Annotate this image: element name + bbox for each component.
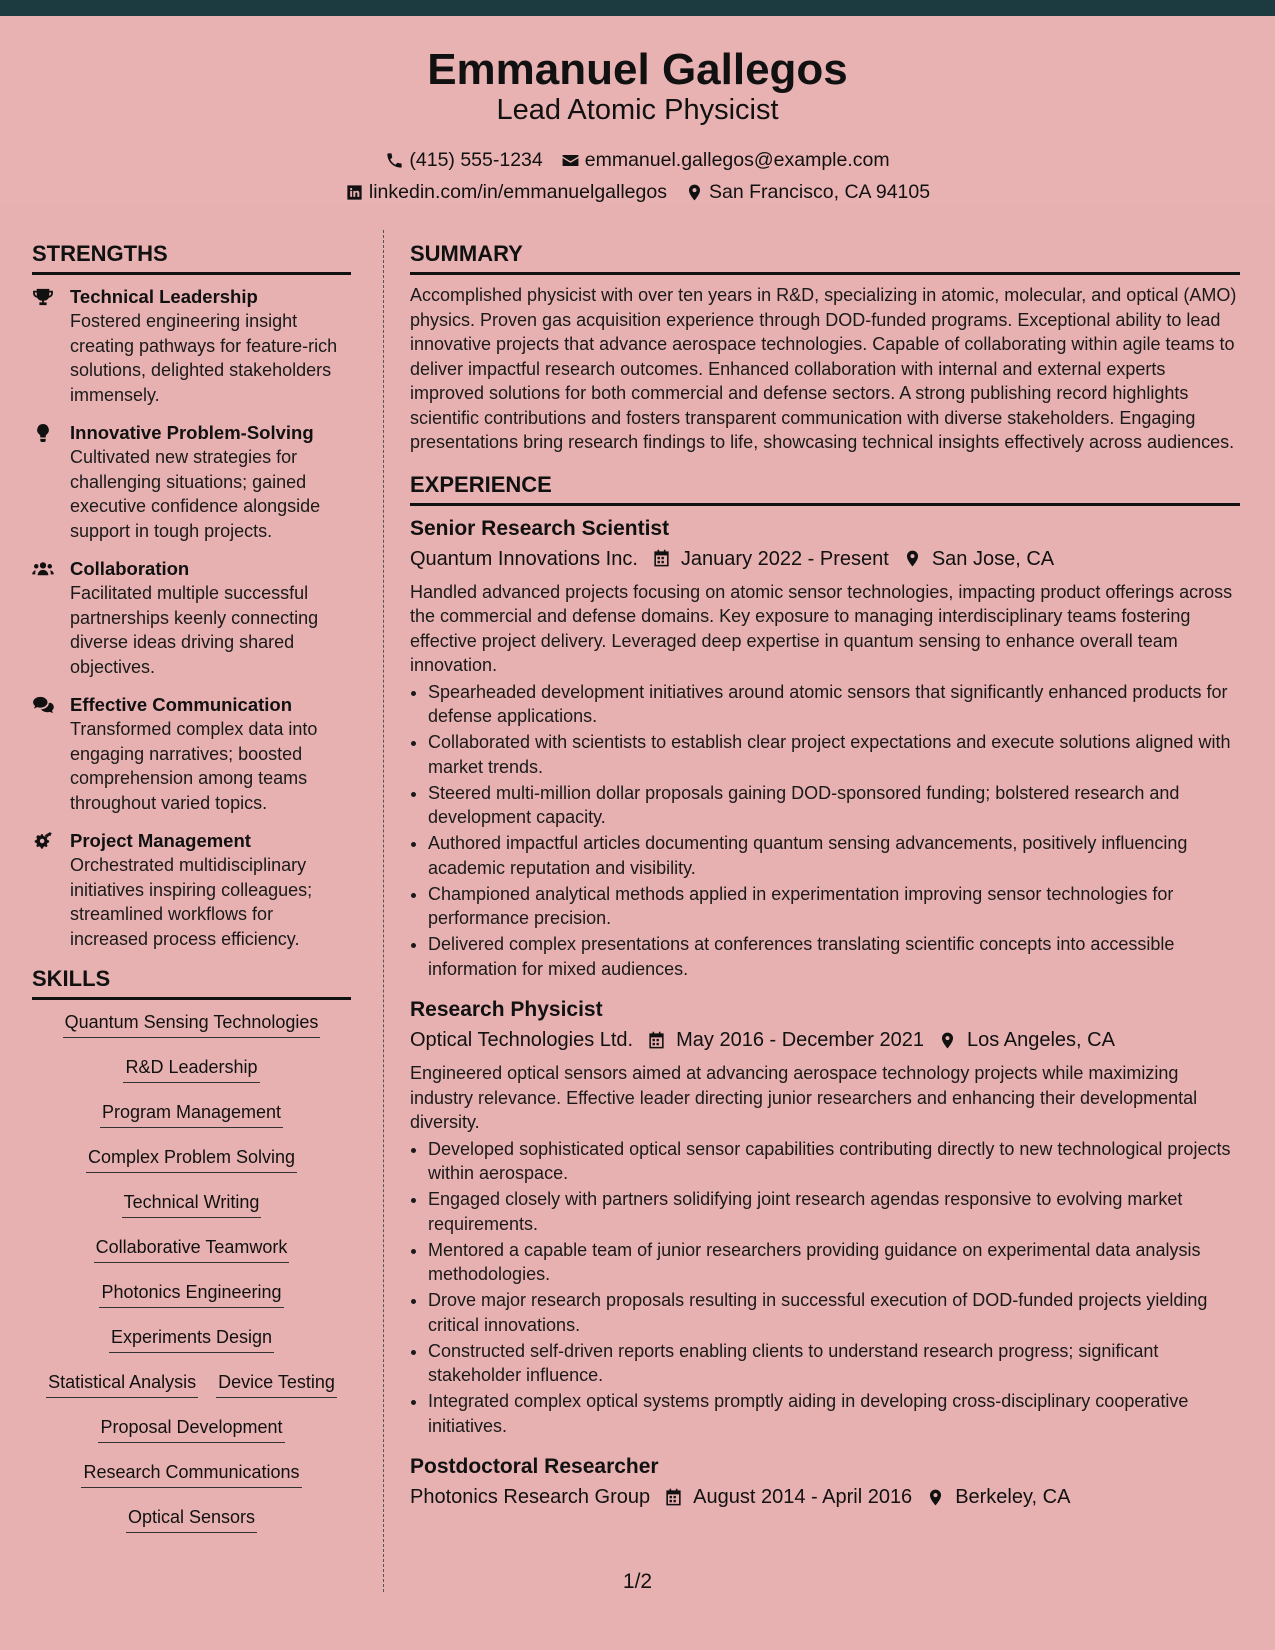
strength-item: [32, 285, 351, 407]
phone-contact: [385, 148, 542, 172]
gears-icon: [32, 832, 54, 850]
list-item: • Authored impactful articles documenting quantum sensing advancements, positively influencing academic reputation and visibility.: [428, 831, 1240, 880]
job-dates: January 2022 - Present: [680, 547, 889, 570]
job-meta: [410, 544, 1240, 574]
linkedin-text[interactable]: linkedin.com/in/emmanuelgallegos: [368, 181, 667, 203]
job-company: Photonics Research Group: [410, 1486, 651, 1508]
page-number: 1/2: [622, 1570, 653, 1593]
list-item: • Collaborated with scientists to establish clear project expectations and execute solutions aligned with market trends.: [428, 730, 1240, 779]
skill-tag: Complex Problem Solving: [86, 1145, 297, 1173]
job-dates: May 2016 - December 2021: [676, 1029, 925, 1051]
strength-desc: Facilitated multiple successful partnerships keenly connecting diverse ideas driving shared objectives.: [70, 583, 319, 677]
strength-desc: Cultivated new strategies for challenging situations; gained executive confidence alongside support in tough projects.: [70, 447, 321, 541]
job-entry: [410, 514, 1240, 982]
summary-text: Accomplished physicist with over ten years in R&D, specializing in atomic, molecular, and optical (AMO) physics. Proven gas acquisition experience through DOD-funded programs. Exceptional ability to lead innovative projects that advance aerospace technologies. Capable of collaborating within agile teams to deliver impactful research outcomes. Enhanced collaboration with internal and external experts improved solutions for both commercial and defense sectors. A strong publishing record highlights scientific contributions and fosters transparent communication with diverse stakeholders. Engaging presentations bring research findings to life, showcasing technical insights effectively across audiences.: [410, 285, 1237, 452]
job-title: Senior Research Scientist: [410, 516, 670, 540]
strength-desc: Fostered engineering insight creating pathways for feature-rich solutions, delighted stakeholders immensely.: [70, 311, 338, 405]
job-entry: [410, 1452, 1240, 1512]
linkedin-contact[interactable]: [345, 180, 667, 204]
list-item: • Steered multi-million dollar proposals gaining DOD-sponsored funding; bolstered research and development capacity.: [428, 781, 1240, 830]
strength-title: Project Management: [70, 830, 251, 851]
job-location: Berkeley, CA: [955, 1486, 1071, 1508]
skill-tag: Statistical Analysis: [46, 1370, 198, 1398]
strengths-heading: STRENGTHS: [32, 240, 351, 275]
list-item: • Constructed self-driven reports enabling clients to understand research progress; significant stakeholder influence.: [428, 1339, 1240, 1388]
skill-tag: Collaborative Teamwork: [94, 1235, 290, 1263]
location-text: San Francisco, CA 94105: [708, 181, 931, 203]
strength-title: Effective Communication: [70, 694, 293, 715]
job-title: Research Physicist: [410, 998, 603, 1021]
trophy-icon: [32, 288, 54, 306]
lightbulb-icon: [32, 424, 54, 442]
strength-item: [32, 557, 351, 679]
skill-tag: Optical Sensors: [126, 1505, 257, 1533]
map-pin-icon: [903, 549, 922, 568]
job-location: Los Angeles, CA: [967, 1029, 1115, 1051]
summary-heading: SUMMARY: [410, 240, 1240, 275]
map-pin-icon: [926, 1488, 945, 1507]
users-icon: [32, 560, 54, 578]
resume-header: [0, 16, 1275, 204]
job-location: San Jose, CA: [931, 547, 1055, 570]
contact-row-2: [0, 180, 1275, 204]
job-dates: August 2014 - April 2016: [693, 1486, 913, 1508]
skill-tag: Research Communications: [81, 1460, 301, 1488]
candidate-title: Lead Atomic Physicist: [496, 94, 779, 126]
job-description: Handled advanced projects focusing on atomic sensor technologies, impacting product offerings across the commercial and defense domains. Key exposure to managing interdisciplinary teams fostering effective project delivery. Leveraged deep expertise in quantum sensing to enhance overall team innovation.: [410, 581, 1233, 675]
list-item: • Drove major research proposals resulting in successful execution of DOD-funded projects yielding critical innovations.: [428, 1288, 1240, 1337]
calendar-icon: [664, 1488, 683, 1507]
skill-tag: R&D Leadership: [123, 1055, 259, 1083]
phone-icon: [385, 151, 404, 170]
map-pin-icon: [938, 1031, 957, 1050]
skill-tag: Quantum Sensing Technologies: [63, 1010, 321, 1038]
list-item: • Championed analytical methods applied in experimentation improving sensor technologies for performance precision.: [428, 882, 1240, 931]
skills-heading: SKILLS: [32, 965, 351, 1000]
column-divider: [383, 230, 384, 1592]
phone-text: (415) 555-1234: [409, 149, 543, 171]
strength-title: Innovative Problem-Solving: [70, 422, 314, 443]
strength-item: [32, 693, 351, 815]
job-meta: [410, 1025, 1240, 1055]
job-title: Postdoctoral Researcher: [410, 1455, 659, 1478]
comments-icon: [32, 696, 54, 714]
list-item: • Engaged closely with partners solidifying joint research agendas responsive to evolving market requirements.: [428, 1187, 1240, 1236]
skill-tag: Device Testing: [216, 1370, 337, 1398]
list-item: • Mentored a capable team of junior researchers providing guidance on experimental data analysis methodologies.: [428, 1238, 1240, 1287]
job-bullets: [410, 1137, 1240, 1439]
right-column: [410, 240, 1240, 1526]
job-bullets: [410, 680, 1240, 982]
contact-row-1: [0, 148, 1275, 172]
linkedin-icon: [345, 183, 364, 202]
list-item: • Integrated complex optical systems promptly aiding in developing cross-disciplinary cooperative initiatives.: [428, 1389, 1240, 1438]
skill-tag: Photonics Engineering: [99, 1280, 283, 1308]
skill-tag: Technical Writing: [122, 1190, 262, 1218]
job-entry: [410, 995, 1240, 1438]
left-column: [32, 240, 351, 1550]
candidate-name: Emmanuel Gallegos: [427, 45, 848, 94]
skill-tag: Experiments Design: [109, 1325, 274, 1353]
skill-tag: Program Management: [100, 1100, 283, 1128]
job-meta: [410, 1482, 1240, 1512]
email-contact[interactable]: [561, 148, 890, 172]
strength-title: Collaboration: [70, 558, 190, 579]
email-text[interactable]: emmanuel.gallegos@example.com: [584, 149, 890, 171]
map-pin-icon: [685, 183, 704, 202]
skill-tag: Proposal Development: [98, 1415, 284, 1443]
experience-heading: EXPERIENCE: [410, 471, 1240, 506]
calendar-icon: [652, 549, 671, 568]
list-item: • Delivered complex presentations at conferences translating scientific concepts into accessible information for mixed audiences.: [428, 932, 1240, 981]
strength-desc: Orchestrated multidisciplinary initiatives inspiring colleagues; streamlined workflows for increased process efficiency.: [70, 855, 313, 949]
list-item: • Developed sophisticated optical sensor capabilities contributing directly to new technological projects within aerospace.: [428, 1137, 1240, 1186]
list-item: • Spearheaded development initiatives around atomic sensors that significantly enhanced products for defense applications.: [428, 680, 1240, 729]
job-description: Engineered optical sensors aimed at advancing aerospace technology projects while maximizing industry relevance. Effective leader directing junior researchers and enhancing their developmental diversity.: [410, 1063, 1198, 1132]
job-company: Quantum Innovations Inc.: [410, 547, 638, 570]
strength-title: Technical Leadership: [70, 286, 258, 307]
skills-list: [32, 1010, 351, 1550]
top-accent-bar: [0, 0, 1275, 16]
strength-item: [32, 421, 351, 543]
location-contact: [685, 180, 930, 204]
job-company: Optical Technologies Ltd.: [410, 1029, 634, 1051]
calendar-icon: [647, 1031, 666, 1050]
strength-item: [32, 829, 351, 951]
envelope-icon: [561, 151, 580, 170]
strength-desc: Transformed complex data into engaging narratives; boosted comprehension among teams throughout varied topics.: [70, 719, 318, 813]
